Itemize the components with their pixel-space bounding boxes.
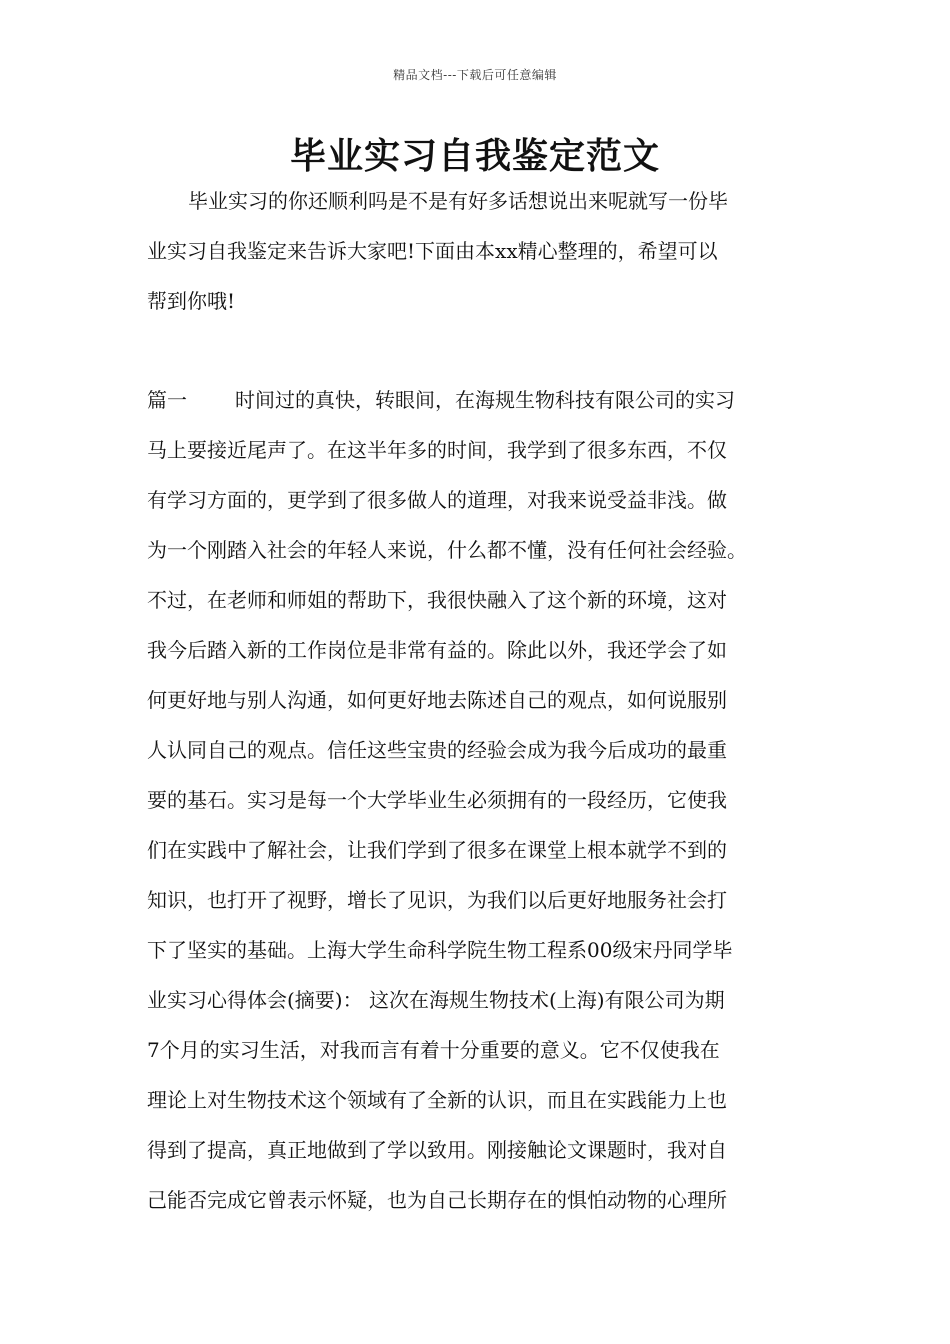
intro-line: 毕业实习的你还顺利吗是不是有好多话想说出来呢就写一份毕 bbox=[188, 189, 728, 213]
body-line: 得到了提高，真正地做到了学以致用。刚接触论文课题时，我对自 bbox=[147, 1138, 727, 1162]
body-line: 们在实践中了解社会，让我们学到了很多在课堂上根本就学不到的 bbox=[147, 838, 727, 862]
body-line: 理论上对生物技术这个领域有了全新的认识，而且在实践能力上也 bbox=[147, 1088, 727, 1112]
document-title: 毕业实习自我鉴定范文 bbox=[289, 136, 660, 177]
section-first-line bbox=[147, 375, 817, 425]
body-line: 知识，也打开了视野，增长了见识，为我们以后更好地服务社会打 bbox=[147, 888, 727, 912]
section-one-paragraph bbox=[147, 375, 817, 1225]
body-line: 业实习心得体会(摘要)： 这次在海规生物技术(上海)有限公司为期 bbox=[147, 988, 725, 1012]
body-line: 我今后踏入新的工作岗位是非常有益的。除此以外，我还学会了如 bbox=[147, 638, 727, 662]
body-line: 马上要接近尾声了。在这半年多的时间，我学到了很多东西，不仅 bbox=[147, 438, 727, 462]
body-line: 不过，在老师和师姐的帮助下，我很快融入了这个新的环境，这对 bbox=[147, 588, 727, 612]
body-line: 人认同自己的观点。信任这些宝贵的经验会成为我今后成功的最重 bbox=[147, 738, 727, 762]
intro-line: 帮到你哦! bbox=[147, 289, 236, 313]
section-line-text: 时间过的真快，转眼间，在海规生物科技有限公司的实习 bbox=[235, 388, 735, 412]
body-line: 何更好地与别人沟通，如何更好地去陈述自己的观点，如何说服别 bbox=[147, 688, 727, 712]
body-line: 有学习方面的，更学到了很多做人的道理，对我来说受益非浅。做 bbox=[147, 488, 727, 512]
intro-paragraph bbox=[147, 176, 817, 326]
body-line: 要的基石。实习是每一个大学毕业生必须拥有的一段经历，它使我 bbox=[147, 788, 727, 812]
body-line: 为一个刚踏入社会的年轻人来说，什么都不懂，没有任何社会经验。 bbox=[147, 538, 747, 562]
body-line: 己能否完成它曾表示怀疑，也为自己长期存在的惧怕动物的心理所 bbox=[147, 1188, 727, 1212]
intro-line: 业实习自我鉴定来告诉大家吧!下面由本xx精心整理的，希望可以 bbox=[147, 239, 718, 263]
header-note: 精品文档---下载后可任意编辑 bbox=[393, 68, 557, 82]
body-line: 7个月的实习生活，对我而言有着十分重要的意义。它不仅使我在 bbox=[147, 1038, 720, 1062]
section-label: 篇一 bbox=[147, 388, 187, 412]
body-line: 下了坚实的基础。上海大学生命科学院生物工程系00级宋丹同学毕 bbox=[147, 938, 733, 962]
